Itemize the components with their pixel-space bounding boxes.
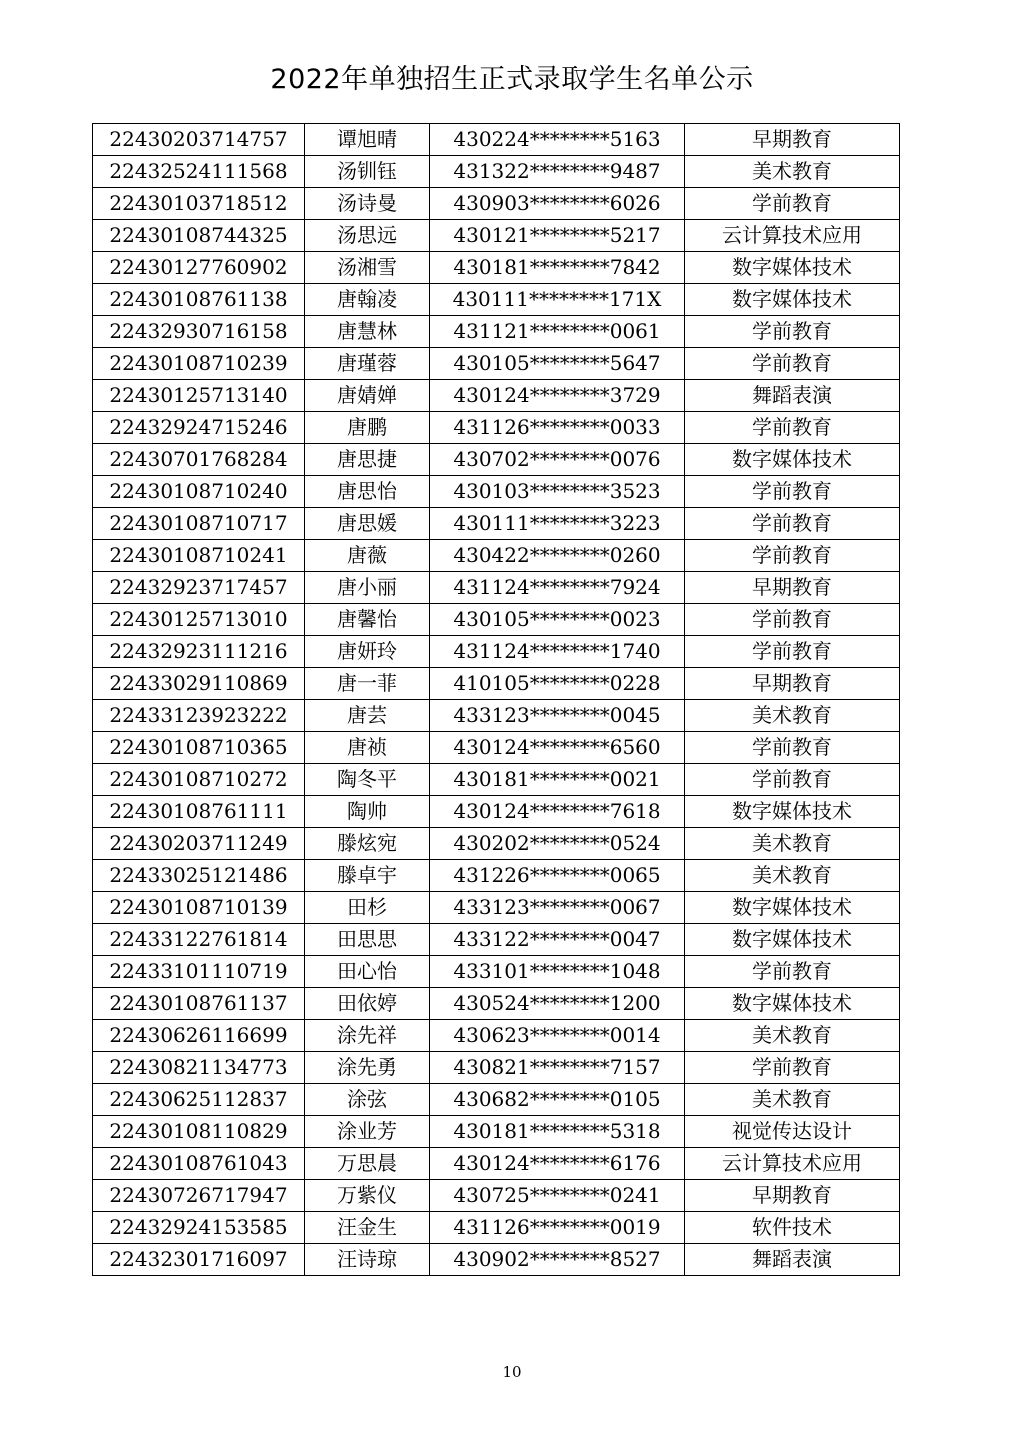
exam-number-cell: 22430108744325 <box>93 220 305 252</box>
student-name-cell: 田心怡 <box>305 956 430 988</box>
table-row <box>93 572 900 604</box>
table-row <box>93 220 900 252</box>
student-name-cell: 汤思远 <box>305 220 430 252</box>
student-name-cell: 唐慧林 <box>305 316 430 348</box>
major-cell: 舞蹈表演 <box>685 380 900 412</box>
table-row <box>93 316 900 348</box>
major-cell: 美术教育 <box>685 156 900 188</box>
exam-number-cell: 22430108710717 <box>93 508 305 540</box>
major-cell: 云计算技术应用 <box>685 220 900 252</box>
major-cell: 数字媒体技术 <box>685 988 900 1020</box>
major-cell: 美术教育 <box>685 828 900 860</box>
id-number-cell: 410105********0228 <box>430 668 685 700</box>
exam-number-cell: 22430108761137 <box>93 988 305 1020</box>
major-cell: 学前教育 <box>685 540 900 572</box>
major-cell: 学前教育 <box>685 1052 900 1084</box>
major-cell: 学前教育 <box>685 956 900 988</box>
exam-number-cell: 22432930716158 <box>93 316 305 348</box>
id-number-cell: 431124********1740 <box>430 636 685 668</box>
exam-number-cell: 22430127760902 <box>93 252 305 284</box>
student-name-cell: 万思晨 <box>305 1148 430 1180</box>
id-number-cell: 433123********0067 <box>430 892 685 924</box>
major-cell: 学前教育 <box>685 636 900 668</box>
student-name-cell: 唐思怡 <box>305 476 430 508</box>
id-number-cell: 433122********0047 <box>430 924 685 956</box>
id-number-cell: 430821********7157 <box>430 1052 685 1084</box>
major-cell: 学前教育 <box>685 348 900 380</box>
exam-number-cell: 22433123923222 <box>93 700 305 732</box>
major-cell: 软件技术 <box>685 1212 900 1244</box>
student-name-cell: 汪诗琼 <box>305 1244 430 1276</box>
student-name-cell: 汤湘雪 <box>305 252 430 284</box>
table-row <box>93 348 900 380</box>
id-number-cell: 430111********3223 <box>430 508 685 540</box>
table-row <box>93 476 900 508</box>
major-cell: 学前教育 <box>685 508 900 540</box>
id-number-cell: 430903********6026 <box>430 188 685 220</box>
table-row <box>93 732 900 764</box>
table-row <box>93 604 900 636</box>
table-row <box>93 444 900 476</box>
page-title: 2022年单独招生正式录取学生名单公示 <box>270 64 754 95</box>
student-name-cell: 滕卓宇 <box>305 860 430 892</box>
exam-number-cell: 22430108710365 <box>93 732 305 764</box>
exam-number-cell: 22430108761111 <box>93 796 305 828</box>
table-row <box>93 1020 900 1052</box>
exam-number-cell: 22430125713140 <box>93 380 305 412</box>
table-row <box>93 540 900 572</box>
page-number: 10 <box>502 1363 522 1381</box>
id-number-cell: 430725********0241 <box>430 1180 685 1212</box>
student-name-cell: 唐小丽 <box>305 572 430 604</box>
student-name-cell: 唐馨怡 <box>305 604 430 636</box>
table-row <box>93 668 900 700</box>
student-name-cell: 唐翰凌 <box>305 284 430 316</box>
id-number-cell: 431121********0061 <box>430 316 685 348</box>
student-name-cell: 唐祯 <box>305 732 430 764</box>
major-cell: 学前教育 <box>685 412 900 444</box>
table-row <box>93 636 900 668</box>
table-row <box>93 924 900 956</box>
id-number-cell: 430181********7842 <box>430 252 685 284</box>
id-number-cell: 431124********7924 <box>430 572 685 604</box>
id-number-cell: 433101********1048 <box>430 956 685 988</box>
exam-number-cell: 22430821134773 <box>93 1052 305 1084</box>
student-name-cell: 谭旭晴 <box>305 124 430 156</box>
major-cell: 数字媒体技术 <box>685 796 900 828</box>
student-name-cell: 汤钏钰 <box>305 156 430 188</box>
table-row <box>93 1052 900 1084</box>
id-number-cell: 430682********0105 <box>430 1084 685 1116</box>
major-cell: 美术教育 <box>685 1084 900 1116</box>
id-number-cell: 430124********7618 <box>430 796 685 828</box>
exam-number-cell: 22433101110719 <box>93 956 305 988</box>
exam-number-cell: 22430108710139 <box>93 892 305 924</box>
student-name-cell: 涂先勇 <box>305 1052 430 1084</box>
student-name-cell: 唐思媛 <box>305 508 430 540</box>
exam-number-cell: 22433122761814 <box>93 924 305 956</box>
table-row <box>93 956 900 988</box>
id-number-cell: 431322********9487 <box>430 156 685 188</box>
major-cell: 学前教育 <box>685 764 900 796</box>
id-number-cell: 431126********0019 <box>430 1212 685 1244</box>
major-cell: 视觉传达设计 <box>685 1116 900 1148</box>
exam-number-cell: 22432923717457 <box>93 572 305 604</box>
exam-number-cell: 22433025121486 <box>93 860 305 892</box>
table-row <box>93 508 900 540</box>
exam-number-cell: 22430203714757 <box>93 124 305 156</box>
exam-number-cell: 22432301716097 <box>93 1244 305 1276</box>
student-name-cell: 汪金生 <box>305 1212 430 1244</box>
exam-number-cell: 22432924153585 <box>93 1212 305 1244</box>
id-number-cell: 430121********5217 <box>430 220 685 252</box>
id-number-cell: 430124********3729 <box>430 380 685 412</box>
id-number-cell: 430181********0021 <box>430 764 685 796</box>
table-row <box>93 252 900 284</box>
exam-number-cell: 22430103718512 <box>93 188 305 220</box>
major-cell: 早期教育 <box>685 124 900 156</box>
student-name-cell: 陶冬平 <box>305 764 430 796</box>
id-number-cell: 430105********0023 <box>430 604 685 636</box>
student-name-cell: 涂弦 <box>305 1084 430 1116</box>
major-cell: 云计算技术应用 <box>685 1148 900 1180</box>
student-name-cell: 唐婧婵 <box>305 380 430 412</box>
table-row <box>93 1244 900 1276</box>
table-row <box>93 1148 900 1180</box>
exam-number-cell: 22430203711249 <box>93 828 305 860</box>
exam-number-cell: 22432923111216 <box>93 636 305 668</box>
major-cell: 学前教育 <box>685 476 900 508</box>
table-row <box>93 1116 900 1148</box>
table-row <box>93 380 900 412</box>
student-name-cell: 汤诗曼 <box>305 188 430 220</box>
id-number-cell: 430224********5163 <box>430 124 685 156</box>
student-name-cell: 陶帅 <box>305 796 430 828</box>
major-cell: 数字媒体技术 <box>685 924 900 956</box>
major-cell: 美术教育 <box>685 1020 900 1052</box>
exam-number-cell: 22430108710239 <box>93 348 305 380</box>
major-cell: 数字媒体技术 <box>685 284 900 316</box>
admission-table <box>92 123 900 1276</box>
table-row <box>93 764 900 796</box>
id-number-cell: 430111********171X <box>430 284 685 316</box>
major-cell: 舞蹈表演 <box>685 1244 900 1276</box>
major-cell: 数字媒体技术 <box>685 252 900 284</box>
table-row <box>93 796 900 828</box>
exam-number-cell: 22433029110869 <box>93 668 305 700</box>
exam-number-cell: 22432524111568 <box>93 156 305 188</box>
major-cell: 早期教育 <box>685 572 900 604</box>
exam-number-cell: 22430108710240 <box>93 476 305 508</box>
exam-number-cell: 22430108710272 <box>93 764 305 796</box>
id-number-cell: 430103********3523 <box>430 476 685 508</box>
student-name-cell: 田杉 <box>305 892 430 924</box>
table-row <box>93 412 900 444</box>
student-name-cell: 唐鹏 <box>305 412 430 444</box>
major-cell: 美术教育 <box>685 700 900 732</box>
exam-number-cell: 22432924715246 <box>93 412 305 444</box>
id-number-cell: 430702********0076 <box>430 444 685 476</box>
exam-number-cell: 22430625112837 <box>93 1084 305 1116</box>
table-row <box>93 700 900 732</box>
table-row <box>93 828 900 860</box>
major-cell: 学前教育 <box>685 604 900 636</box>
student-name-cell: 唐芸 <box>305 700 430 732</box>
table-row <box>93 188 900 220</box>
student-name-cell: 唐瑾蓉 <box>305 348 430 380</box>
student-name-cell: 田依婷 <box>305 988 430 1020</box>
table-row <box>93 1180 900 1212</box>
major-cell: 学前教育 <box>685 188 900 220</box>
table-row <box>93 1084 900 1116</box>
exam-number-cell: 22430626116699 <box>93 1020 305 1052</box>
student-name-cell: 涂先祥 <box>305 1020 430 1052</box>
table-row <box>93 124 900 156</box>
id-number-cell: 430623********0014 <box>430 1020 685 1052</box>
id-number-cell: 430202********0524 <box>430 828 685 860</box>
exam-number-cell: 22430108710241 <box>93 540 305 572</box>
id-number-cell: 430105********5647 <box>430 348 685 380</box>
student-name-cell: 唐一菲 <box>305 668 430 700</box>
id-number-cell: 430124********6176 <box>430 1148 685 1180</box>
major-cell: 数字媒体技术 <box>685 892 900 924</box>
id-number-cell: 430124********6560 <box>430 732 685 764</box>
table-row <box>93 156 900 188</box>
id-number-cell: 430902********8527 <box>430 1244 685 1276</box>
table-row <box>93 892 900 924</box>
exam-number-cell: 22430108761043 <box>93 1148 305 1180</box>
major-cell: 早期教育 <box>685 1180 900 1212</box>
exam-number-cell: 22430125713010 <box>93 604 305 636</box>
major-cell: 学前教育 <box>685 732 900 764</box>
major-cell: 学前教育 <box>685 316 900 348</box>
major-cell: 数字媒体技术 <box>685 444 900 476</box>
table-row <box>93 988 900 1020</box>
id-number-cell: 430181********5318 <box>430 1116 685 1148</box>
id-number-cell: 430422********0260 <box>430 540 685 572</box>
student-name-cell: 唐思捷 <box>305 444 430 476</box>
major-cell: 早期教育 <box>685 668 900 700</box>
major-cell: 美术教育 <box>685 860 900 892</box>
student-name-cell: 万紫仪 <box>305 1180 430 1212</box>
table-row <box>93 1212 900 1244</box>
student-name-cell: 唐薇 <box>305 540 430 572</box>
student-name-cell: 田思思 <box>305 924 430 956</box>
student-name-cell: 唐妍玲 <box>305 636 430 668</box>
exam-number-cell: 22430108761138 <box>93 284 305 316</box>
exam-number-cell: 22430726717947 <box>93 1180 305 1212</box>
student-name-cell: 涂业芳 <box>305 1116 430 1148</box>
exam-number-cell: 22430701768284 <box>93 444 305 476</box>
admission-table-body <box>93 124 900 1276</box>
table-row <box>93 284 900 316</box>
id-number-cell: 433123********0045 <box>430 700 685 732</box>
table-row <box>93 860 900 892</box>
id-number-cell: 431126********0033 <box>430 412 685 444</box>
student-name-cell: 滕炫宛 <box>305 828 430 860</box>
id-number-cell: 430524********1200 <box>430 988 685 1020</box>
id-number-cell: 431226********0065 <box>430 860 685 892</box>
exam-number-cell: 22430108110829 <box>93 1116 305 1148</box>
